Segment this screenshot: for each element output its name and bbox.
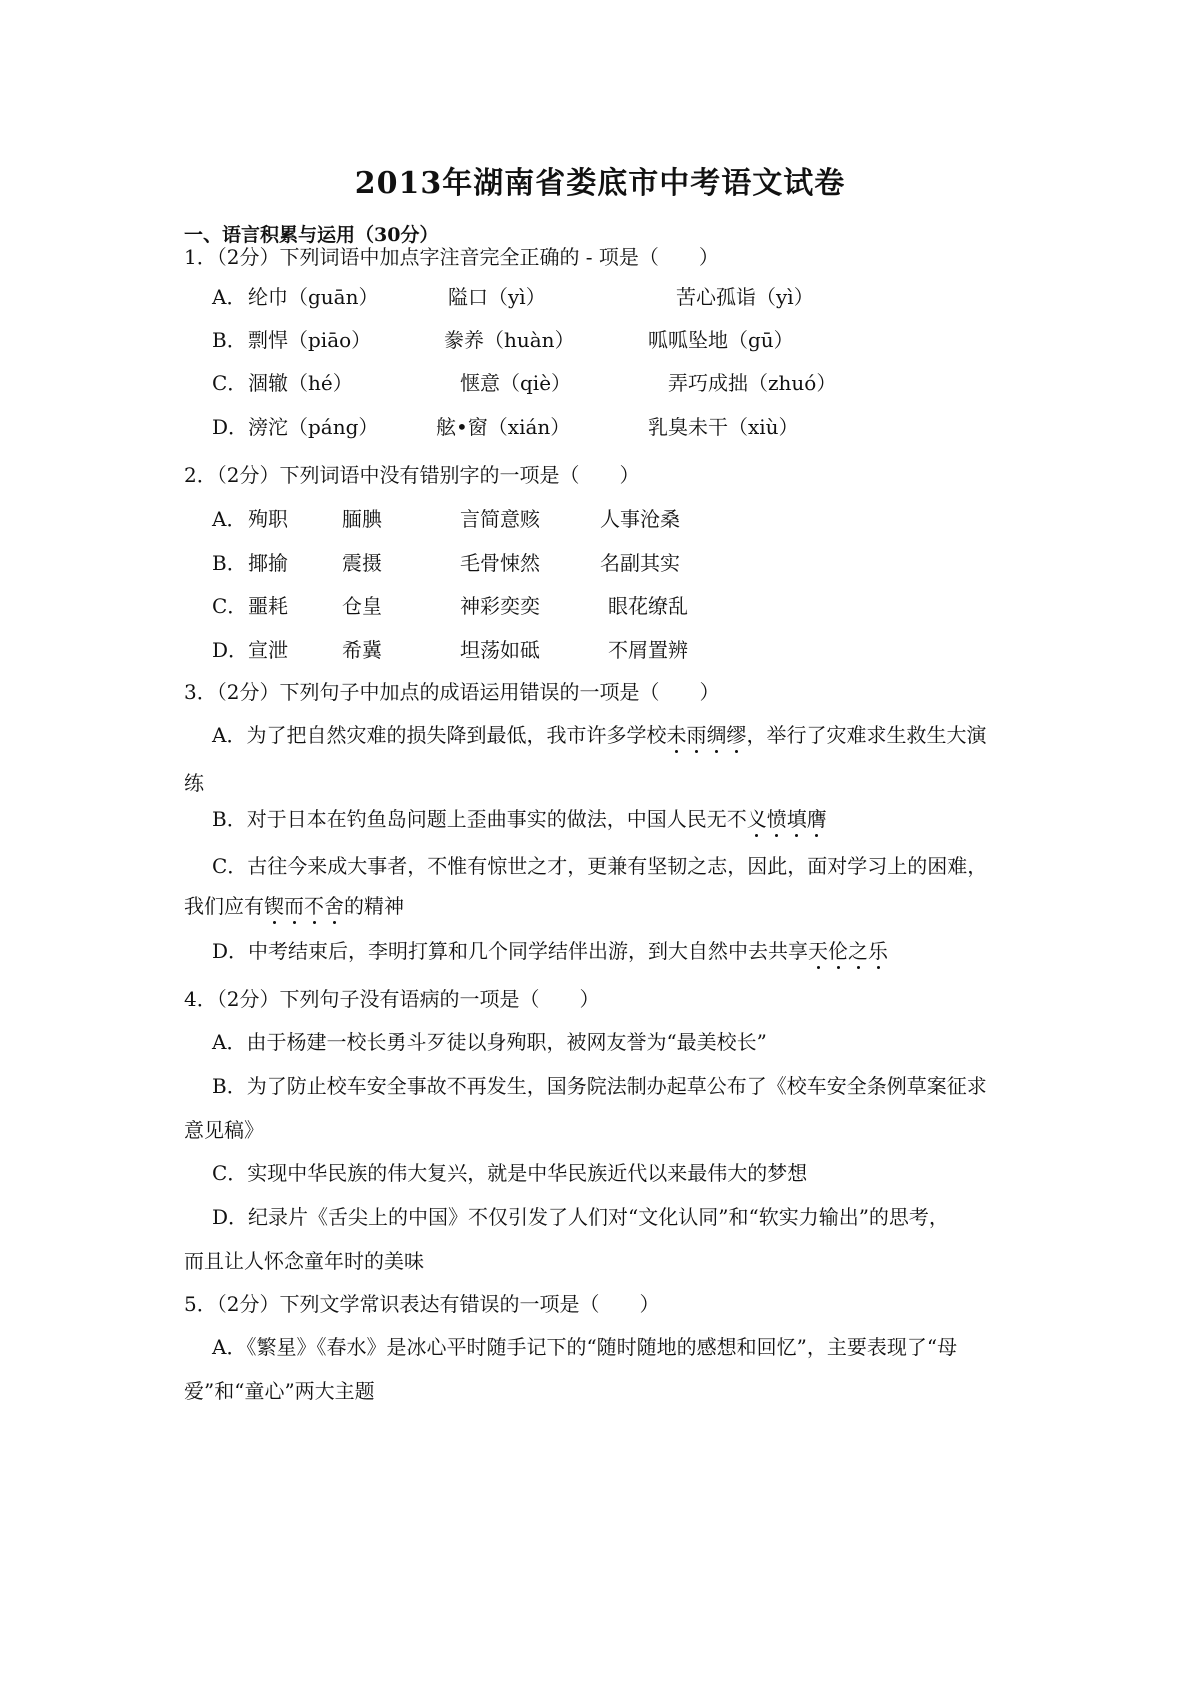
q2-option-item: 震摄 xyxy=(342,551,382,575)
q2-option-item: 坦荡如砥 xyxy=(460,638,540,662)
q1-option-item: 涸辙（hé） xyxy=(248,371,353,395)
question-1-stem: 1．（2分）下列词语中加点字注音完全正确的 - 项是（ ） xyxy=(184,245,719,269)
q2-option-item: 仓皇 xyxy=(342,594,382,618)
question-2-stem: 2．（2分）下列词语中没有错别字的一项是（ ） xyxy=(184,463,640,487)
question-3-option-b xyxy=(212,806,827,832)
q2-option-item: 言简意赅 xyxy=(460,507,540,531)
q2-option-item: 殉职 xyxy=(248,507,288,531)
q2-option-item: 希冀 xyxy=(342,638,382,662)
dotted-idiom: 天伦之乐 xyxy=(808,939,889,963)
q1-option-label: B． xyxy=(212,328,247,352)
q2-option-item: 神彩奕奕 xyxy=(460,594,540,618)
q2-option-label: A． xyxy=(212,507,247,531)
q1-option-label: A． xyxy=(212,285,247,309)
q1-option-label: D． xyxy=(212,415,249,439)
q1-option-item: 弄巧成拙（zhuó） xyxy=(668,371,837,395)
q1-option-item: 乳臭未干（xiù） xyxy=(648,415,799,439)
question-4-option-a: A．由于杨建一校长勇斗歹徒以身殉职，被网友誉为“最美校长” xyxy=(212,1030,767,1054)
question-4-stem: 4．（2分）下列句子没有语病的一项是（ ） xyxy=(184,987,600,1011)
q2-option-item: 人事沧桑 xyxy=(600,507,680,531)
question-4-option-b-cont: 意见稿》 xyxy=(184,1118,264,1142)
question-3-option-d xyxy=(212,938,888,964)
q1-option-item: 隘口（yì） xyxy=(448,285,546,309)
q1-option-item: 豢养（huàn） xyxy=(444,328,575,352)
q2-option-label: C． xyxy=(212,594,248,618)
q1-option-item: 剽悍（piāo） xyxy=(248,328,372,352)
q2-option-item: 毛骨悚然 xyxy=(460,551,540,575)
option-text: B．对于日本在钓鱼岛问题上歪曲事实的做法，中国人民无不 xyxy=(212,807,747,831)
q1-option-item: 呱呱坠地（gū） xyxy=(648,328,794,352)
q1-option-label: C． xyxy=(212,371,248,395)
q1-option-item: 滂沱（páng） xyxy=(248,415,379,439)
option-text: 的精神 xyxy=(344,894,404,918)
question-5-option-a-cont: 爱”和“童心”两大主题 xyxy=(184,1379,375,1403)
question-4-option-c: C．实现中华民族的伟大复兴，就是中华民族近代以来最伟大的梦想 xyxy=(212,1161,808,1185)
page-title: 2013年湖南省娄底市中考语文试卷 xyxy=(354,166,846,201)
q2-option-label: D． xyxy=(212,638,249,662)
q2-option-label: B． xyxy=(212,551,247,575)
question-3-option-a-cont: 练 xyxy=(184,771,204,795)
dotted-idiom: 义愤填膺 xyxy=(746,807,827,831)
option-text: D．中考结束后，李明打算和几个同学结伴出游，到大自然中去共享 xyxy=(212,939,809,963)
dotted-idiom: 锲而不舍 xyxy=(264,894,344,918)
option-text: A．为了把自然灾难的损失降到最低，我市许多学校 xyxy=(212,723,667,747)
q1-option-item: 舷•窗（xián） xyxy=(436,415,571,439)
question-4-option-b: B．为了防止校车安全事故不再发生，国务院法制办起草公布了《校车安全条例草案征求 xyxy=(212,1074,987,1098)
q1-option-item: 惬意（qiè） xyxy=(460,371,572,395)
q2-option-item: 不屑置辨 xyxy=(608,638,688,662)
option-text: 我们应有 xyxy=(184,894,264,918)
question-5-stem: 5．（2分）下列文学常识表达有错误的一项是（ ） xyxy=(184,1292,660,1316)
q2-option-item: 名副其实 xyxy=(600,551,680,575)
q2-option-item: 腼腆 xyxy=(342,507,382,531)
q1-option-item: 苦心孤诣（yì） xyxy=(676,285,814,309)
option-text: ，举行了灾难求生救生大演 xyxy=(746,723,987,747)
q2-option-item: 噩耗 xyxy=(248,594,288,618)
q2-option-item: 眼花缭乱 xyxy=(608,594,688,618)
question-4-option-d-cont: 而且让人怀念童年时的美味 xyxy=(184,1249,424,1273)
question-5-option-a: A．《繁星》《春水》是冰心平时随手记下的“随时随地的感想和回忆”，主要表现了“母 xyxy=(212,1335,958,1359)
question-3-stem: 3．（2分）下列句子中加点的成语运用错误的一项是（ ） xyxy=(184,680,720,704)
question-3-option-c: C．古往今来成大事者，不惟有惊世之才，更兼有坚韧之志，因此，面对学习上的困难， xyxy=(212,854,988,878)
q2-option-item: 宣泄 xyxy=(248,638,288,662)
q1-option-item: 纶巾（guān） xyxy=(248,285,379,309)
question-4-option-d: D．纪录片《舌尖上的中国》不仅引发了人们对“文化认同”和“软实力输出”的思考， xyxy=(212,1205,949,1229)
question-3-option-a xyxy=(212,722,986,748)
dotted-idiom: 未雨绸缪 xyxy=(666,723,747,747)
q2-option-item: 揶揄 xyxy=(248,551,288,575)
question-3-option-c-cont xyxy=(184,893,404,919)
section-heading: 一、语言积累与运用（30分） xyxy=(184,224,439,246)
